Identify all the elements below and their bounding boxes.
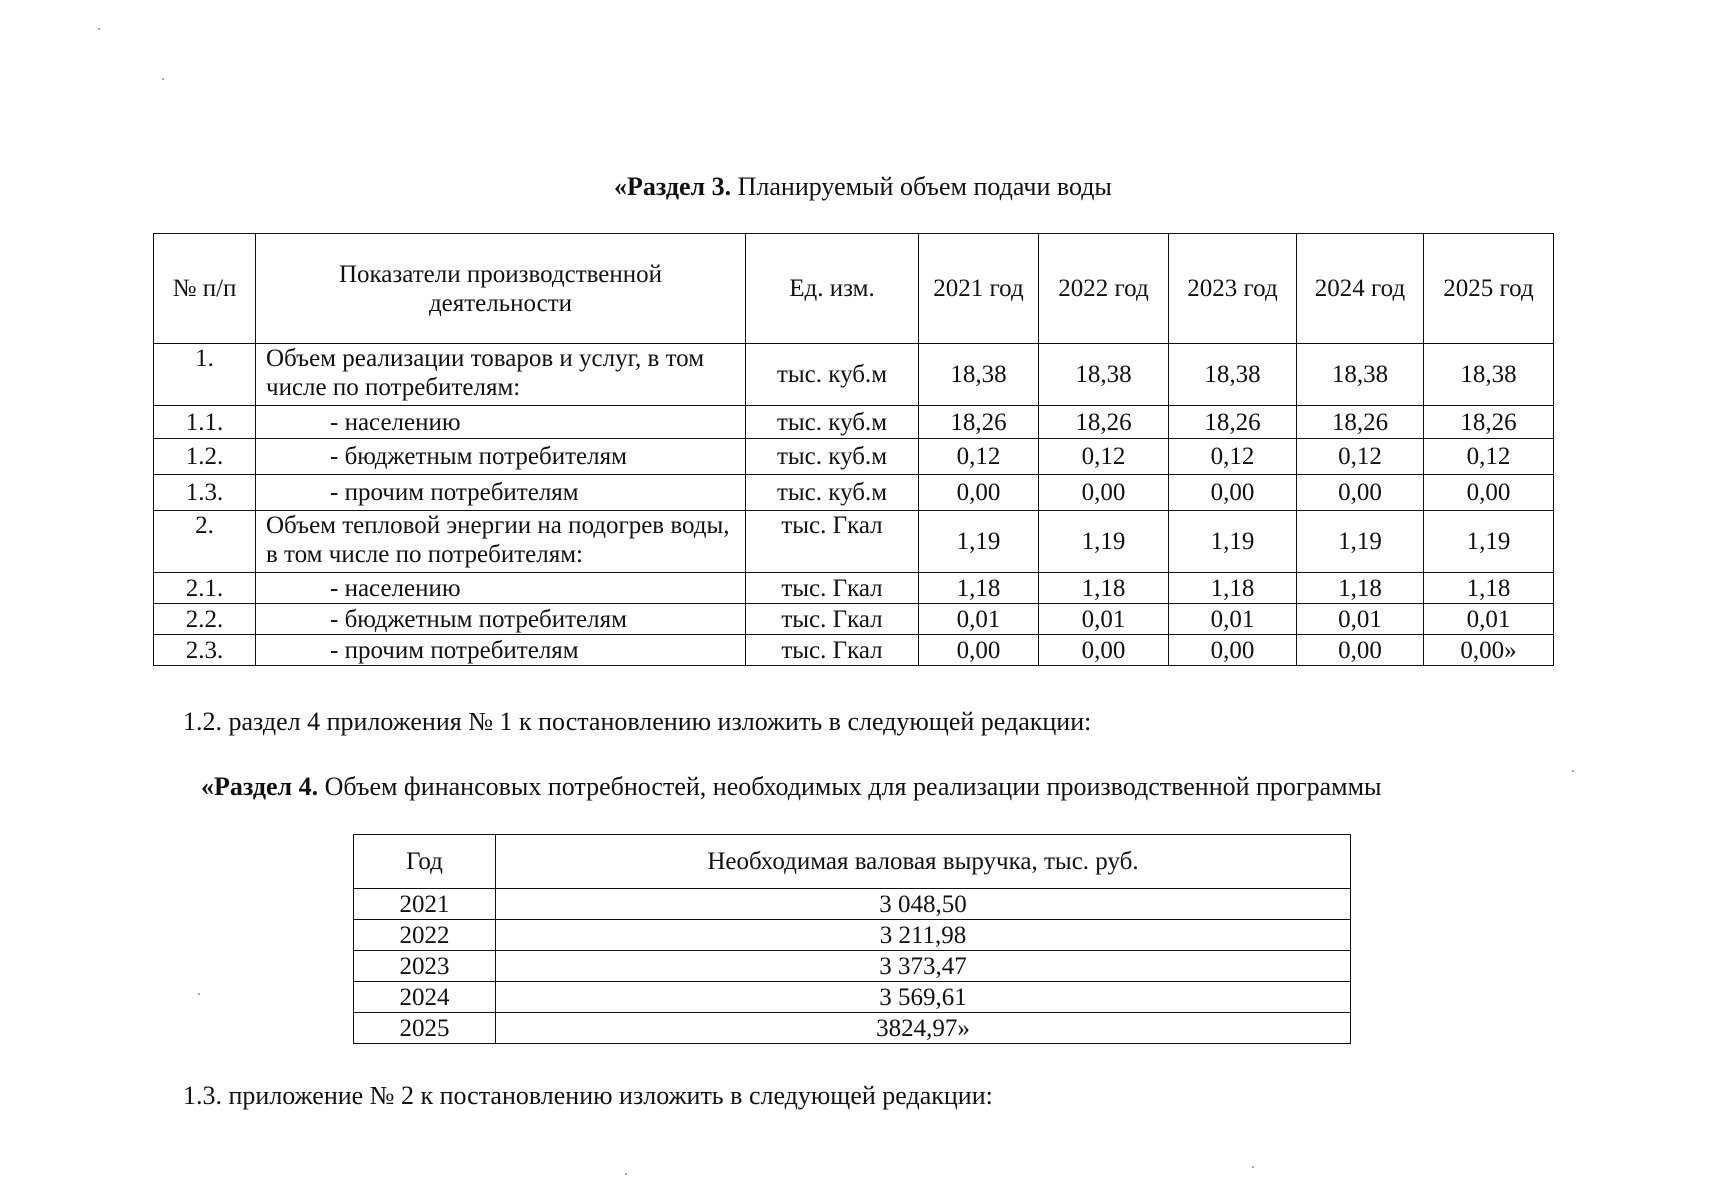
row-value-2023: 0,00: [1169, 635, 1297, 666]
row-unit: тыс. куб.м: [746, 475, 919, 511]
row-value-2025: 18,26: [1424, 406, 1554, 439]
row-name: - населению: [256, 573, 746, 604]
row-value-2023: 0,01: [1169, 604, 1297, 635]
paragraph-1-2: 1.2. раздел 4 приложения № 1 к постановлению изложить в следующей редакции:: [183, 707, 1092, 736]
row-value-2025: 0,00: [1424, 475, 1554, 511]
section4-title: [201, 772, 1382, 802]
row-num: 1.1.: [154, 406, 256, 439]
row-value-2023: 1,19: [1169, 511, 1297, 573]
row-num: 1.: [154, 344, 256, 406]
row-unit: тыс. куб.м: [746, 439, 919, 475]
row-value-2021: 1,19: [919, 511, 1039, 573]
table-row: [354, 889, 1351, 920]
row-value-2025: 1,18: [1424, 573, 1554, 604]
row-value-2022: 0,00: [1039, 635, 1169, 666]
table-header-row: [354, 835, 1351, 889]
row-value-2024: 1,19: [1297, 511, 1424, 573]
row-name: - бюджетным потребителям: [256, 439, 746, 475]
row-value-2021: 1,18: [919, 573, 1039, 604]
row-name: Объем реализации товаров и услуг, в том числе по потребителям:: [256, 344, 746, 406]
row-value-2024: 18,26: [1297, 406, 1424, 439]
row-num: 1.3.: [154, 475, 256, 511]
header-num: № п/п: [154, 234, 256, 344]
header-revenue: Необходимая валовая выручка, тыс. руб.: [496, 835, 1351, 889]
header-2024: 2024 год: [1297, 234, 1424, 344]
header-year: Год: [354, 835, 496, 889]
row-num: 1.2.: [154, 439, 256, 475]
table-row: [354, 1013, 1351, 1044]
row-revenue: 3 211,98: [496, 920, 1351, 951]
section3-title-rest: Планируемый объем подачи воды: [731, 172, 1112, 201]
row-value-2025: 1,19: [1424, 511, 1554, 573]
table-row: [154, 439, 1554, 475]
row-name: Объем тепловой энергии на подогрев воды, в том числе по потребителям:: [256, 511, 746, 573]
table-row: [154, 475, 1554, 511]
revenue-table: [353, 834, 1351, 1044]
row-year: 2025: [354, 1013, 496, 1044]
row-value-2021: 18,26: [919, 406, 1039, 439]
water-supply-table: [153, 233, 1554, 666]
row-unit: тыс. куб.м: [746, 406, 919, 439]
row-revenue: 3 569,61: [496, 982, 1351, 1013]
row-value-2023: 0,00: [1169, 475, 1297, 511]
row-year: 2023: [354, 951, 496, 982]
row-unit: тыс. Гкал: [746, 573, 919, 604]
header-indicator: Показатели производственной деятельности: [256, 234, 746, 344]
row-value-2023: 18,26: [1169, 406, 1297, 439]
row-num: 2.3.: [154, 635, 256, 666]
row-name: - прочим потребителям: [256, 635, 746, 666]
scan-speck: [1252, 1166, 1254, 1168]
row-name: - прочим потребителям: [256, 475, 746, 511]
row-value-2021: 0,12: [919, 439, 1039, 475]
header-2025: 2025 год: [1424, 234, 1554, 344]
header-2021: 2021 год: [919, 234, 1039, 344]
row-revenue: 3824,97»: [496, 1013, 1351, 1044]
row-value-2024: 1,18: [1297, 573, 1424, 604]
header-2023: 2023 год: [1169, 234, 1297, 344]
row-value-2022: 0,12: [1039, 439, 1169, 475]
scan-speck: [162, 78, 164, 80]
section4-title-bold: «Раздел 4.: [201, 772, 319, 801]
row-revenue: 3 373,47: [496, 951, 1351, 982]
table-row: [154, 511, 1554, 573]
row-value-2023: 1,18: [1169, 573, 1297, 604]
section3-title: [614, 172, 1112, 202]
row-value-2022: 0,01: [1039, 604, 1169, 635]
table-row: [154, 604, 1554, 635]
row-num: 2.: [154, 511, 256, 573]
scan-speck: [625, 1173, 627, 1175]
row-value-2023: 0,12: [1169, 439, 1297, 475]
row-year: 2021: [354, 889, 496, 920]
row-year: 2024: [354, 982, 496, 1013]
row-num: 2.1.: [154, 573, 256, 604]
row-revenue: 3 048,50: [496, 889, 1351, 920]
row-value-2022: 0,00: [1039, 475, 1169, 511]
scan-speck: [98, 28, 100, 30]
table-row: [154, 635, 1554, 666]
row-value-2025: 18,38: [1424, 344, 1554, 406]
row-unit: тыс. Гкал: [746, 511, 919, 573]
row-name: - бюджетным потребителям: [256, 604, 746, 635]
table-row: [354, 951, 1351, 982]
row-unit: тыс. Гкал: [746, 604, 919, 635]
row-num: 2.2.: [154, 604, 256, 635]
section3-title-bold: «Раздел 3.: [614, 172, 732, 201]
row-value-2022: 1,19: [1039, 511, 1169, 573]
row-value-2021: 0,00: [919, 475, 1039, 511]
row-value-2021: 0,00: [919, 635, 1039, 666]
header-2022: 2022 год: [1039, 234, 1169, 344]
table-row: [154, 573, 1554, 604]
row-value-2024: 18,38: [1297, 344, 1424, 406]
scan-speck: [1572, 770, 1574, 772]
table-row: [154, 344, 1554, 406]
row-value-2025: 0,01: [1424, 604, 1554, 635]
row-value-2024: 0,00: [1297, 635, 1424, 666]
row-value-2022: 1,18: [1039, 573, 1169, 604]
header-unit: Ед. изм.: [746, 234, 919, 344]
row-year: 2022: [354, 920, 496, 951]
row-name: - населению: [256, 406, 746, 439]
paragraph-1-3: 1.3. приложение № 2 к постановлению изложить в следующей редакции:: [183, 1081, 993, 1110]
row-unit: тыс. Гкал: [746, 635, 919, 666]
row-unit: тыс. куб.м: [746, 344, 919, 406]
row-value-2021: 18,38: [919, 344, 1039, 406]
row-value-2023: 18,38: [1169, 344, 1297, 406]
row-value-2024: 0,01: [1297, 604, 1424, 635]
table-header-row: [154, 234, 1554, 344]
row-value-2024: 0,00: [1297, 475, 1424, 511]
row-value-2024: 0,12: [1297, 439, 1424, 475]
table-row: [154, 406, 1554, 439]
table-row: [354, 920, 1351, 951]
scan-speck: [198, 993, 200, 995]
row-value-2021: 0,01: [919, 604, 1039, 635]
row-value-2022: 18,26: [1039, 406, 1169, 439]
row-value-2025: 0,12: [1424, 439, 1554, 475]
table-row: [354, 982, 1351, 1013]
row-value-2022: 18,38: [1039, 344, 1169, 406]
row-value-2025: 0,00»: [1424, 635, 1554, 666]
section4-title-rest: Объем финансовых потребностей, необходимых для реализации производственной программы: [318, 772, 1382, 801]
